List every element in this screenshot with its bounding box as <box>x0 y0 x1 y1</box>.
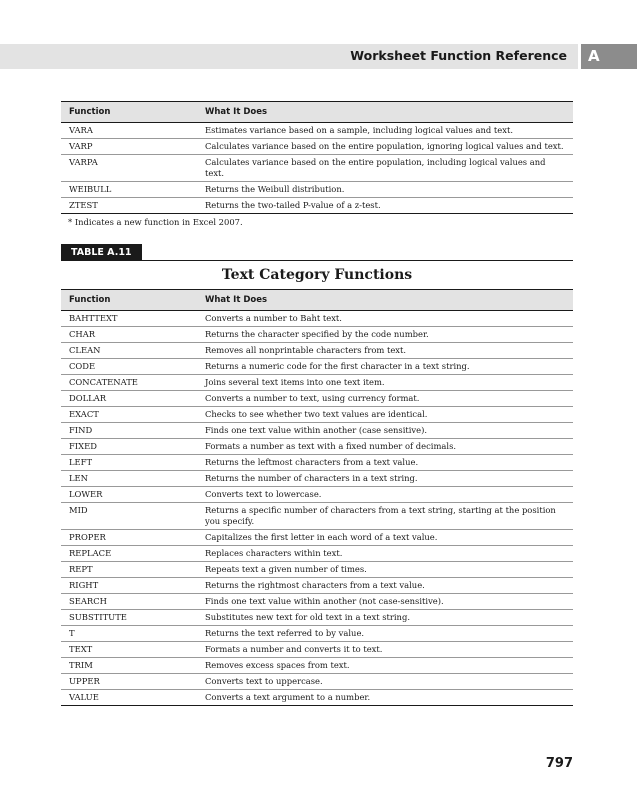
table-row <box>61 327 573 343</box>
function-description-cell: Removes excess spaces from text. <box>197 658 573 674</box>
table-row <box>61 546 573 562</box>
function-description-cell: Returns the rightmost characters from a text value. <box>197 578 573 594</box>
function-name-cell: VARPA <box>61 155 197 182</box>
function-description-cell: Substitutes new text for old text in a text string. <box>197 610 573 626</box>
function-name-cell: UPPER <box>61 674 197 690</box>
table-body <box>61 311 573 706</box>
table-header-row <box>61 290 573 311</box>
function-name-cell: CODE <box>61 359 197 375</box>
function-name-cell: CONCATENATE <box>61 375 197 391</box>
column-header-function: Function <box>61 290 197 311</box>
function-description-cell: Returns the number of characters in a text string. <box>197 471 573 487</box>
function-name-cell: LEN <box>61 471 197 487</box>
table-number-label: TABLE A.11 <box>61 244 142 261</box>
table-row <box>61 123 573 139</box>
running-header-title: Worksheet Function Reference <box>350 48 567 63</box>
function-description-cell: Repeats text a given number of times. <box>197 562 573 578</box>
function-description-cell: Formats a number and converts it to text. <box>197 642 573 658</box>
table-row <box>61 359 573 375</box>
table-body <box>61 123 573 214</box>
function-description-cell: Removes all nonprintable characters from text. <box>197 343 573 359</box>
table-row <box>61 455 573 471</box>
function-description-cell: Checks to see whether two text values are identical. <box>197 407 573 423</box>
function-name-cell: CLEAN <box>61 343 197 359</box>
table-row <box>61 198 573 214</box>
function-name-cell: CHAR <box>61 327 197 343</box>
function-name-cell: BAHTTEXT <box>61 311 197 327</box>
function-description-cell: Calculates variance based on the entire population, ignoring logical values and text. <box>197 139 573 155</box>
function-description-cell: Returns the leftmost characters from a text value. <box>197 455 573 471</box>
column-header-description: What It Does <box>197 102 573 123</box>
column-header-function: Function <box>61 102 197 123</box>
function-name-cell: ZTEST <box>61 198 197 214</box>
table-row <box>61 439 573 455</box>
text-functions-table <box>61 289 573 706</box>
function-name-cell: T <box>61 626 197 642</box>
function-name-cell: WEIBULL <box>61 182 197 198</box>
function-description-cell: Capitalizes the first letter in each word of a text value. <box>197 530 573 546</box>
function-description-cell: Converts a number to text, using currency format. <box>197 391 573 407</box>
function-name-cell: LOWER <box>61 487 197 503</box>
function-description-cell: Joins several text items into one text item. <box>197 375 573 391</box>
function-name-cell: MID <box>61 503 197 530</box>
function-description-cell: Returns a numeric code for the first character in a text string. <box>197 359 573 375</box>
table-row <box>61 642 573 658</box>
function-description-cell: Returns a specific number of characters from a text string, starting at the position you specify. <box>197 503 573 530</box>
function-description-cell: Calculates variance based on the entire population, including logical values and text. <box>197 155 573 182</box>
page-number: 797 <box>545 756 573 771</box>
table-row <box>61 391 573 407</box>
table-row <box>61 610 573 626</box>
table-row <box>61 562 573 578</box>
table-row <box>61 471 573 487</box>
function-name-cell: FIXED <box>61 439 197 455</box>
function-name-cell: EXACT <box>61 407 197 423</box>
table-row <box>61 578 573 594</box>
function-name-cell: REPLACE <box>61 546 197 562</box>
table-row <box>61 690 573 706</box>
function-name-cell: TRIM <box>61 658 197 674</box>
table-row <box>61 530 573 546</box>
table-header-row <box>61 102 573 123</box>
function-description-cell: Returns the text referred to by value. <box>197 626 573 642</box>
function-name-cell: SEARCH <box>61 594 197 610</box>
function-description-cell: Returns the two-tailed P-value of a z-test. <box>197 198 573 214</box>
function-name-cell: VARP <box>61 139 197 155</box>
function-description-cell: Returns the character specified by the code number. <box>197 327 573 343</box>
function-name-cell: FIND <box>61 423 197 439</box>
table-row <box>61 375 573 391</box>
table-row <box>61 407 573 423</box>
continued-function-table <box>61 101 573 214</box>
function-description-cell: Converts text to uppercase. <box>197 674 573 690</box>
table-row <box>61 343 573 359</box>
function-name-cell: RIGHT <box>61 578 197 594</box>
function-description-cell: Replaces characters within text. <box>197 546 573 562</box>
function-name-cell: SUBSTITUTE <box>61 610 197 626</box>
table-title: Text Category Functions <box>221 267 413 283</box>
function-name-cell: PROPER <box>61 530 197 546</box>
function-name-cell: VALUE <box>61 690 197 706</box>
table-row <box>61 487 573 503</box>
table-row <box>61 674 573 690</box>
table-row <box>61 155 573 182</box>
table-row <box>61 626 573 642</box>
function-description-cell: Converts text to lowercase. <box>197 487 573 503</box>
table-row <box>61 658 573 674</box>
function-name-cell: DOLLAR <box>61 391 197 407</box>
function-description-cell: Estimates variance based on a sample, including logical values and text. <box>197 123 573 139</box>
table-row <box>61 311 573 327</box>
function-name-cell: VARA <box>61 123 197 139</box>
table-row <box>61 182 573 198</box>
function-description-cell: Formats a number as text with a fixed number of decimals. <box>197 439 573 455</box>
function-description-cell: Finds one text value within another (not case-sensitive). <box>197 594 573 610</box>
function-description-cell: Finds one text value within another (case sensitive). <box>197 423 573 439</box>
table-row <box>61 503 573 530</box>
table-row <box>61 139 573 155</box>
function-description-cell: Converts a number to Baht text. <box>197 311 573 327</box>
table-row <box>61 423 573 439</box>
function-name-cell: REPT <box>61 562 197 578</box>
column-header-description: What It Does <box>197 290 573 311</box>
appendix-tab: A <box>581 44 637 69</box>
function-description-cell: Converts a text argument to a number. <box>197 690 573 706</box>
table-label-rule <box>61 260 573 261</box>
function-description-cell: Returns the Weibull distribution. <box>197 182 573 198</box>
function-name-cell: LEFT <box>61 455 197 471</box>
table-row <box>61 594 573 610</box>
function-name-cell: TEXT <box>61 642 197 658</box>
footnote: * Indicates a new function in Excel 2007. <box>68 217 243 227</box>
